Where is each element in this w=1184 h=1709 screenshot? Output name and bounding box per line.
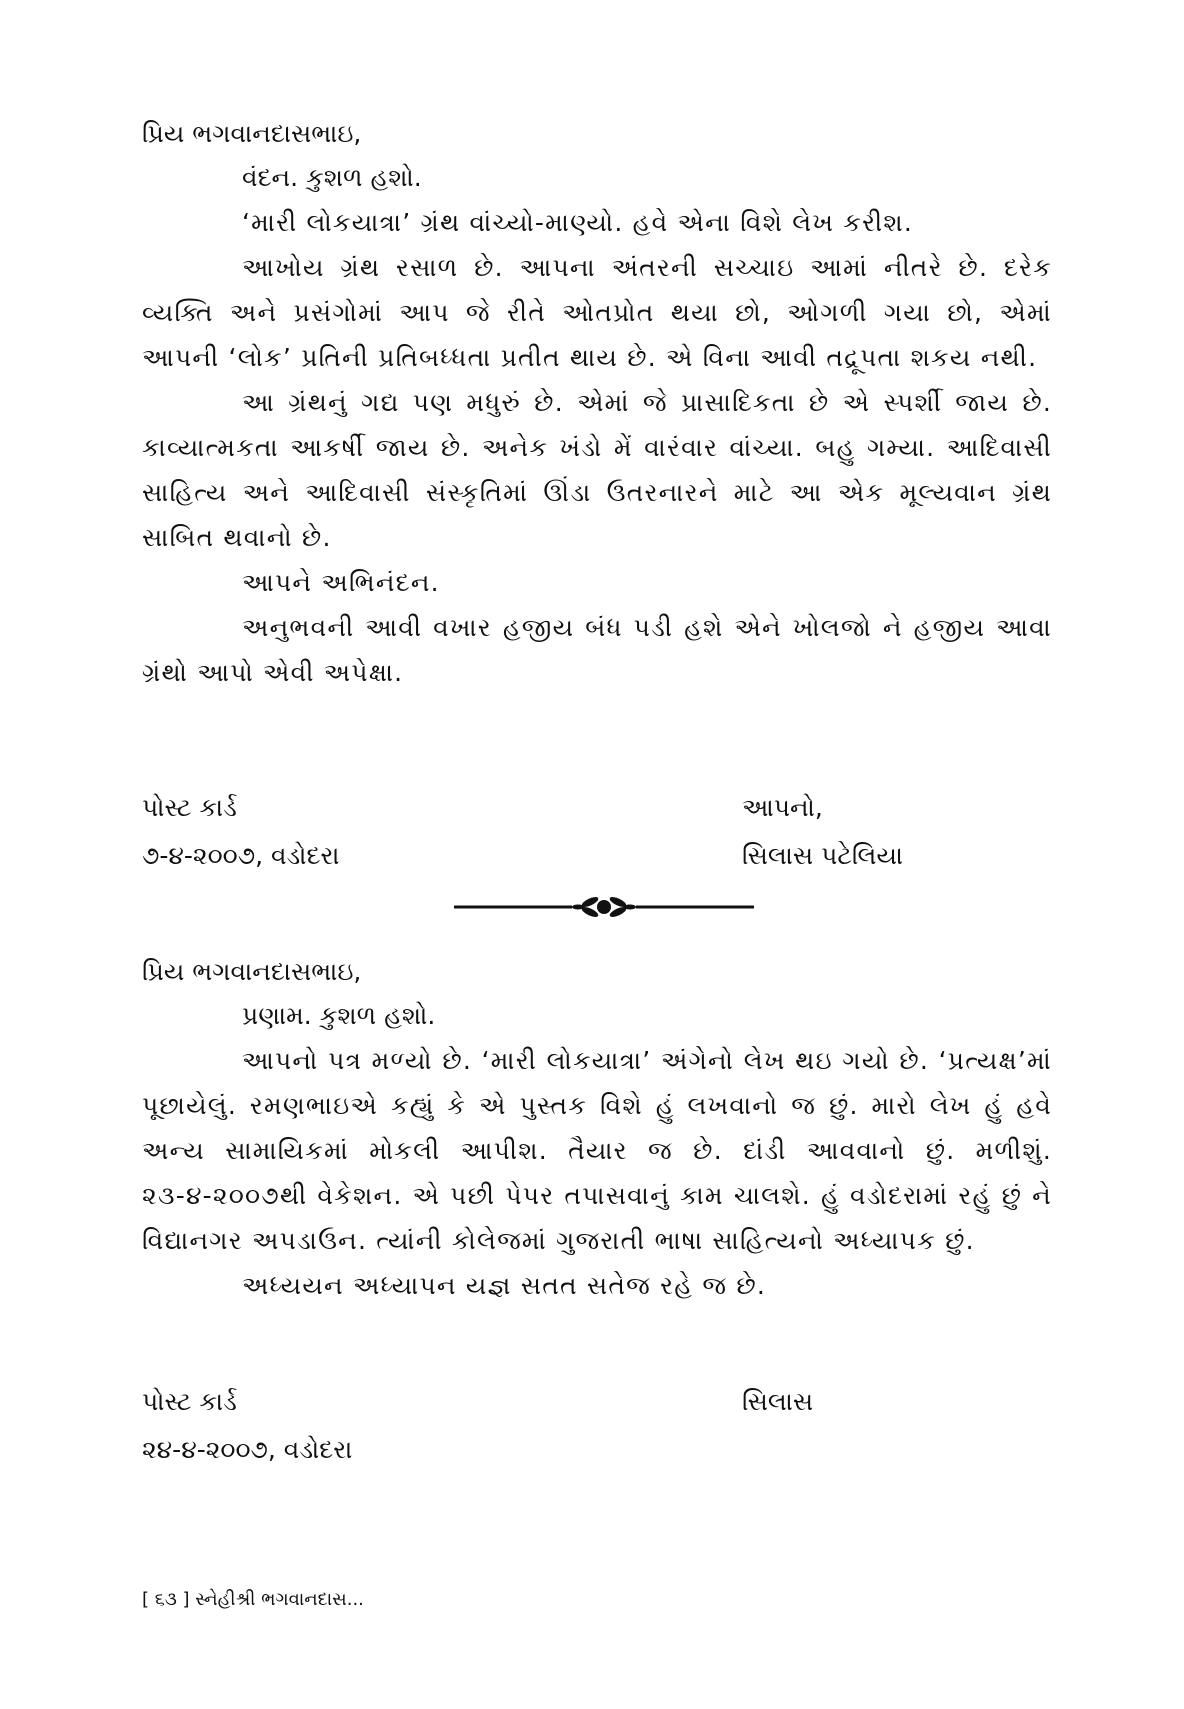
- page-number: [ ૬૩ ]: [142, 1589, 190, 1610]
- paragraph: અધ્યયન અધ્યાપન યજ્ઞ સતત સતેજ રહે જ છે.: [242, 1271, 767, 1300]
- postcard-label: પોસ્ટ કાર્ડ: [142, 793, 237, 822]
- signature: સિલાસ: [742, 1387, 814, 1416]
- salutation: પ્રિય ભગવાનદાસભાઇ,: [142, 957, 362, 986]
- letter-1: [142, 112, 1052, 870]
- page-footer: [142, 1588, 364, 1612]
- paragraph: અનુભવની આવી વખાર હજીય બંધ પડી હશે એને ખોલજો ને હજીય આવા ગ્રંથો આપો એવી અપેક્ષા.: [142, 613, 1052, 687]
- date-place: ૨૪-૪-૨૦૦૭, વડોદરા: [142, 1435, 353, 1464]
- postcard-label: પોસ્ટ કાર્ડ: [142, 1387, 237, 1416]
- book-title: સ્નેહીશ્રી ભગવાનદાસ...: [195, 1589, 364, 1610]
- ornamental-divider: [454, 895, 754, 919]
- flourish-icon: [572, 895, 636, 919]
- signature: સિલાસ પટેલિયા: [742, 841, 904, 870]
- closing: આપનો,: [742, 793, 823, 822]
- letter-2: [142, 950, 1052, 1464]
- paragraph: આપને અભિનંદન.: [242, 568, 440, 597]
- date-place: ૭-૪-૨૦૦૭, વડોદરા: [142, 841, 340, 870]
- paragraph: ‘મારી લોકયાત્રા’ ગ્રંથ વાંચ્યો-માણ્યો. હવે એના વિશે લેખ કરીશ.: [242, 208, 913, 237]
- greeting: વંદન. કુશળ હશો.: [242, 163, 422, 192]
- paragraph: આખોય ગ્રંથ રસાળ છે. આપના અંતરની સચ્ચાઇ આમાં નીતરે છે. દરેક વ્યક્તિ અને પ્રસંગોમાં આપ જે રીતે ઓતપ્રોત થયા છો, ઓગળી ગયા છો, એમાં આપની ‘લોક’ પ્રતિની પ્રતિબધ્ધતા પ્રતીત થાય છે. એ વિના આવી તદ્રૂપતા શકય નથી.: [142, 253, 1052, 372]
- paragraph: આપનો પત્ર મળ્યો છે. ‘મારી લોકયાત્રા’ અંગેનો લેખ થઇ ગયો છે. ‘પ્રત્યક્ષ’માં પૂછાયેલું. રમણભાઇએ કહ્યું કે એ પુસ્તક વિશે હું લખવાનો જ છું. મારો લેખ હું હવે અન્ય સામાયિકમાં મોકલી આપીશ. તૈયાર જ છે. દાંડી આવવાનો છું. મળીશું. ૨૩-૪-૨૦૦૭થી વેકેશન. એ પછી પેપર તપાસવાનું કામ ચાલશે. હું વડોદરામાં રહું છું ને વિદ્યાનગર અપડાઉન. ત્યાંની કોલેજમાં ગુજરાતી ભાષા સાહિત્યનો અધ્યાપક છું.: [142, 1046, 1052, 1255]
- salutation: પ્રિય ભગવાનદાસભાઇ,: [142, 119, 362, 148]
- greeting: પ્રણામ. કુશળ હશો.: [242, 1001, 436, 1030]
- paragraph: આ ગ્રંથનું ગદ્ય પણ મધુરું છે. એમાં જે પ્રાસાદિકતા છે એ સ્પર્શી જાય છે. કાવ્યાત્મકતા આકર્ષી જાય છે. અનેક ખંડો મેં વારંવાર વાંચ્યા. બહુ ગમ્યા. આદિવાસી સાહિત્ય અને આદિવાસી સંસ્કૃતિમાં ઊંડા ઉતરનારને માટે આ એક મૂલ્યવાન ગ્રંથ સાબિત થવાનો છે.: [142, 388, 1052, 552]
